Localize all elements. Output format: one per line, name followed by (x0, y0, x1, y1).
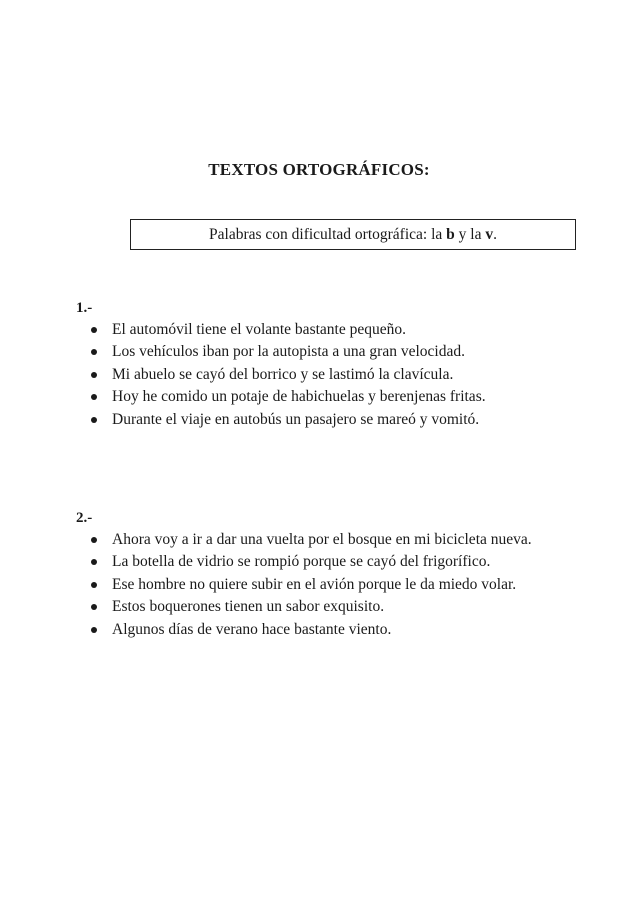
bullet-icon (91, 372, 97, 378)
subtitle-letter-b: b (446, 226, 455, 243)
bullet-icon (91, 582, 97, 588)
list-item (91, 364, 486, 386)
list-item-text: El automóvil tiene el volante bastante pequeño. (112, 321, 406, 338)
list-item (91, 409, 486, 431)
list-item (91, 574, 532, 596)
bullet-icon (91, 327, 97, 333)
bullet-icon (91, 627, 97, 633)
subtitle-letter-v: v (485, 226, 494, 243)
list-item (91, 319, 486, 341)
section-1-label: 1.- (76, 300, 93, 316)
list-item-text: Ese hombre no quiere subir en el avión porque le da miedo volar. (112, 575, 517, 593)
section-2-list (91, 529, 532, 641)
subtitle-suffix: . (493, 226, 497, 243)
section-1-list (91, 319, 486, 431)
list-item (91, 386, 486, 408)
list-item (91, 551, 532, 573)
subtitle-middle: y la (454, 226, 486, 243)
list-item-text: Estos boquerones tienen un sabor exquisito. (112, 598, 385, 616)
list-item-text: Hoy he comido un potaje de habichuelas y berenjenas fritas. (112, 388, 486, 406)
subtitle-prefix: Palabras con dificultad ortográfica: la (209, 226, 447, 243)
bullet-icon (91, 394, 97, 400)
document-title: TEXTOS ORTOGRÁFICOS: (208, 160, 430, 179)
bullet-icon (91, 559, 97, 565)
list-item-text: Los vehículos iban por la autopista a una gran velocidad. (112, 343, 465, 361)
list-item (91, 529, 532, 551)
bullet-icon (91, 537, 97, 543)
subtitle-box (130, 219, 576, 250)
list-item (91, 619, 532, 641)
bullet-icon (91, 417, 97, 423)
bullet-icon (91, 349, 97, 355)
list-item-text: Mi abuelo se cayó del borrico y se lastimó la clavícula. (112, 365, 454, 383)
bullet-icon (91, 604, 97, 610)
list-item-text: Durante el viaje en autobús un pasajero se mareó y vomitó. (112, 410, 480, 428)
list-item-text: Algunos días de verano hace bastante viento. (112, 620, 392, 638)
list-item (91, 341, 486, 363)
list-item (91, 596, 532, 618)
list-item-text: La botella de vidrio se rompió porque se cayó del frigorífico. (112, 553, 491, 571)
section-2-label: 2.- (76, 510, 93, 526)
list-item-text: Ahora voy a ir a dar una vuelta por el bosque en mi bicicleta nueva. (112, 531, 532, 548)
